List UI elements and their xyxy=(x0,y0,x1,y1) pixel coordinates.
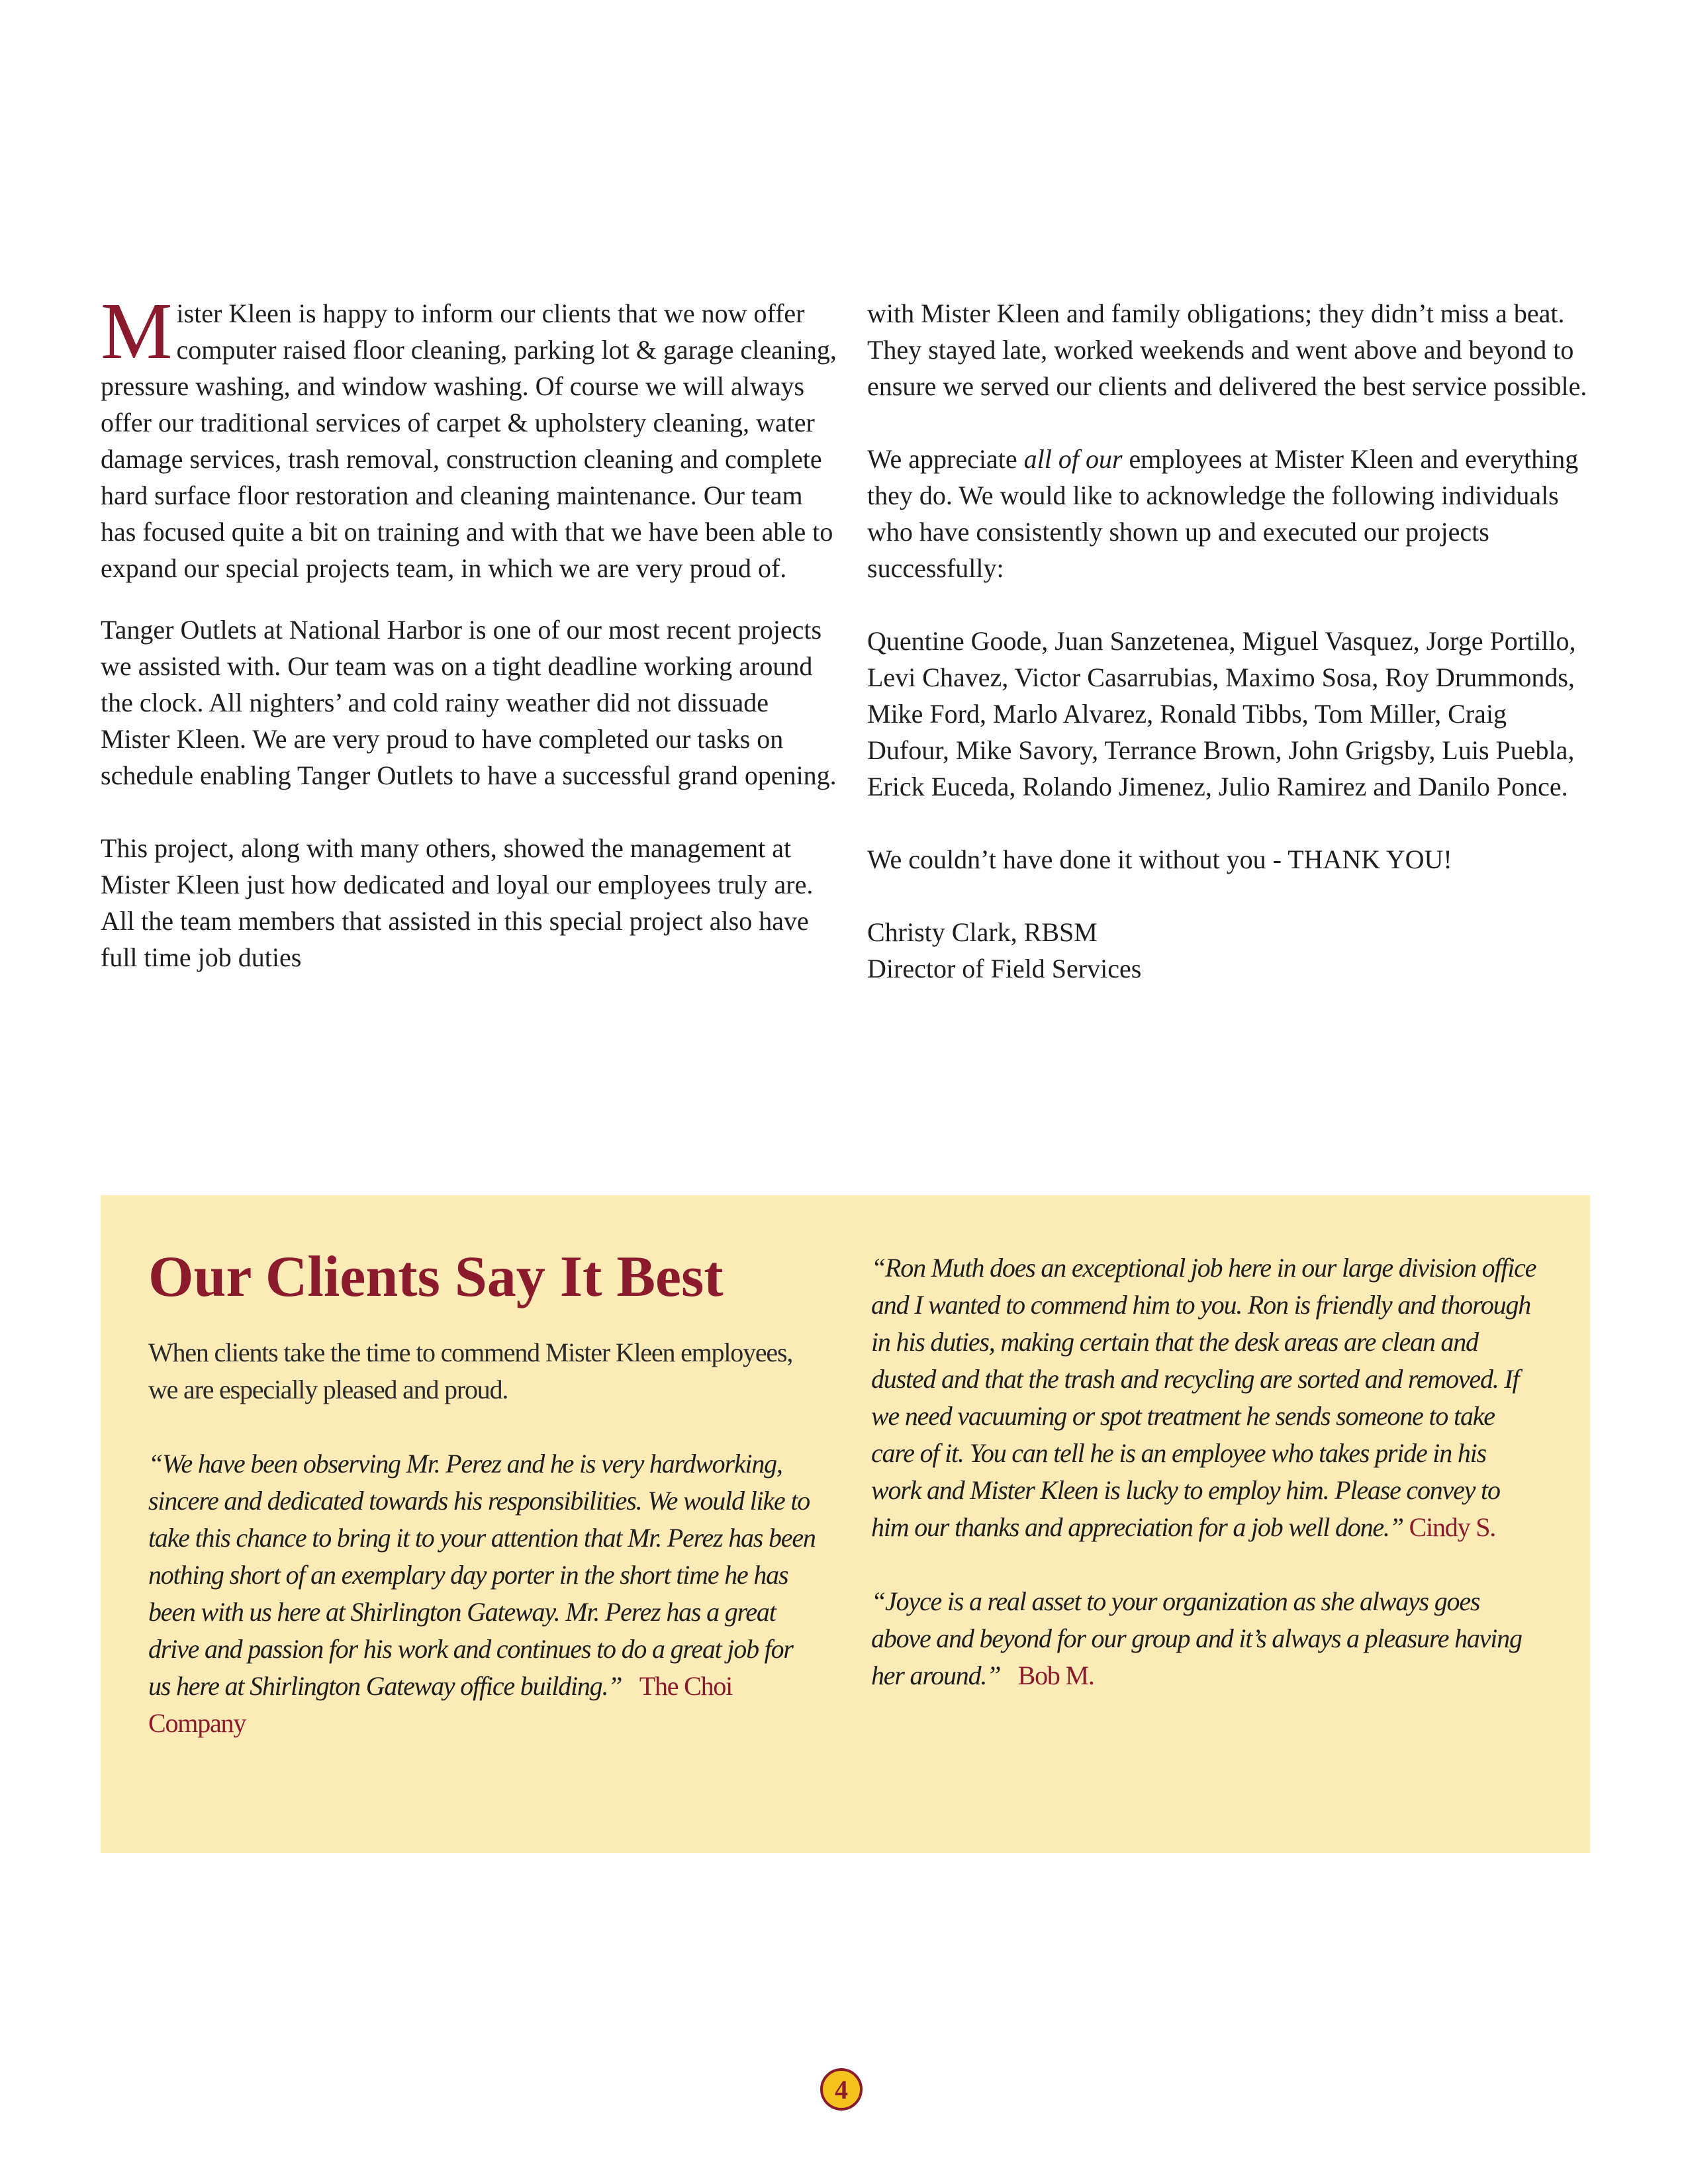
article-paragraph-1 xyxy=(101,287,842,586)
signature-title: Director of Field Services xyxy=(867,954,1142,983)
testimonial-1-author: The Choi Company xyxy=(148,1671,733,1738)
article-column-right xyxy=(867,295,1589,987)
page-number: 4 xyxy=(835,2074,848,2105)
thank-you-line: We couldn’t have done it without you - THANK YOU! xyxy=(867,844,1452,874)
article-paragraph-3: This project, along with many others, showed the management at Mister Kleen just how dedicated and loyal our employees truly are. All the team members that assisted in this special project also have full time job duties xyxy=(101,833,814,972)
testimonial-3-author: Bob M. xyxy=(1017,1661,1094,1690)
paragraph-5-emphasis: all of our xyxy=(1023,444,1123,474)
paragraph-1-text: ister Kleen is happy to inform our clients that we now offer computer raised floor cleaning, parking lot & garage cleaning, pressure washing, and window washing. Of course we will always offer our traditional services of carpet & upholstery cleaning, water damage services, trash removal, construction cleaning and complete hard surface floor restoration and cleaning maintenance. Our team has focused quite a bit on training and with that we have been able to expand our special projects team, in which we are very proud of. xyxy=(101,298,837,583)
article-column-left xyxy=(101,287,842,976)
article-paragraph-2: Tanger Outlets at National Harbor is one of our most recent projects we assisted with. Our team was on a tight deadline working around the clock. All nighters’ and cold rainy weather did not dissuade Mister Kleen. We are very proud to have completed our tasks on schedule enabling Tanger Outlets to have a successful grand opening. xyxy=(101,615,837,790)
testimonial-1 xyxy=(148,1445,817,1742)
employee-names: Quentine Goode, Juan Sanzetenea, Miguel Vasquez, Jorge Portillo, Levi Chavez, Victor Casarrubias, Maximo Sosa, Roy Drummonds, Mike Ford, Marlo Alvarez, Ronald Tibbs, Tom Miller, Craig Dufour, Mike Savory, Terrance Brown, John Grigsby, Luis Puebla, Erick Euceda, Rolando Jimenez, Julio Ramirez and Danilo Ponce. xyxy=(867,626,1576,801)
testimonial-2-quote: “Ron Muth does an exceptional job here in our large division office and I wanted to commend him to you. Ron is friendly and thorough in his duties, making certain that the desk areas are clean and dusted and that the trash and recycling are sorted and removed. If we need vacuuming or spot treatment he sends someone to take care of it. You can tell he is an employee who takes pride in his work and Mister Kleen is lucky to employ him. Please convey to him our thanks and appreciation for a job well done.” xyxy=(871,1253,1536,1542)
page-number-badge xyxy=(820,2068,863,2111)
testimonials-intro: When clients take the time to commend Mister Kleen employees, we are especially pleased and proud. xyxy=(148,1338,793,1404)
testimonials-box xyxy=(101,1195,1590,1853)
article-paragraph-5 xyxy=(867,441,1589,586)
signature-name: Christy Clark, RBSM xyxy=(867,917,1098,947)
testimonial-3 xyxy=(871,1583,1540,1694)
drop-cap: M xyxy=(101,287,173,376)
testimonials-column-left xyxy=(148,1244,817,1742)
testimonial-3-quote: “Joyce is a real asset to your organization as she always goes above and beyond for our group and it’s always a pleasure having her around.” xyxy=(871,1586,1522,1690)
article-paragraph-4: with Mister Kleen and family obligations; they didn’t miss a beat. They stayed late, worked weekends and went above and beyond to ensure we served our clients and delivered the best service possible. xyxy=(867,298,1587,401)
paragraph-5-start: We appreciate xyxy=(867,444,1024,474)
testimonial-1-quote: “We have been observing Mr. Perez and he is very hardworking, sincere and dedicated towards his responsibilities. We would like to take this chance to bring it to your attention that Mr. Perez has been nothing short of an exemplary day porter in the short time he has been with us here at Shirlington Gateway. Mr. Perez has a great drive and passion for his work and continues to do a great job for us here at Shirlington Gateway office building.” xyxy=(148,1449,816,1701)
testimonials-column-right xyxy=(871,1250,1540,1694)
testimonial-2-author: Cindy S. xyxy=(1409,1512,1496,1542)
testimonials-title: Our Clients Say It Best xyxy=(148,1245,724,1309)
testimonial-2 xyxy=(871,1250,1540,1546)
paragraph-5-end: employees at Mister Kleen and everything they do. We would like to acknowledge the following individuals who have consistently shown up and executed our projects successfully: xyxy=(867,444,1579,583)
